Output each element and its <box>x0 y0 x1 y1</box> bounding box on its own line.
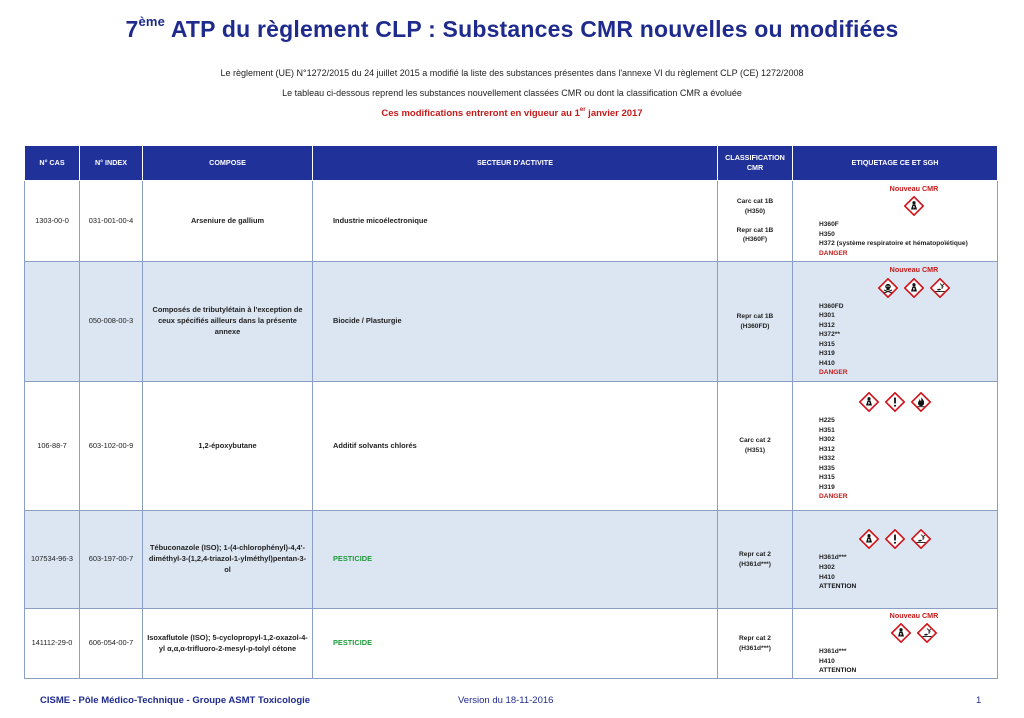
cell-etiquetage <box>793 511 998 609</box>
hazard-statement: H319 <box>819 483 835 491</box>
hazard-statement: H410 <box>819 359 835 367</box>
hazard-statement: H332 <box>819 455 835 463</box>
cell-secteur: Additif solvants chlorés <box>313 382 718 511</box>
health-hazard-icon <box>859 392 879 412</box>
hazard-statement: H350 <box>819 230 835 238</box>
hazard-statement: H372 (système respiratoire et hématopoïétique) <box>819 240 968 248</box>
header-compose: COMPOSE <box>143 146 313 181</box>
classification-line: Repr cat 1B <box>736 226 774 234</box>
footer-organization: CISME - Pôle Médico-Technique - Groupe ASMT Toxicologie <box>40 695 311 706</box>
nouveau-cmr-label: Nouveau CMR <box>889 265 939 275</box>
exclamation-icon <box>885 529 905 549</box>
header-classification: CLASSIFICATION CMR <box>718 146 793 181</box>
health-hazard-icon <box>891 623 911 643</box>
classification-line: Repr cat 1B <box>736 312 774 320</box>
table-header-row <box>25 146 998 181</box>
classification-line: (H360F) <box>742 236 768 244</box>
hazard-statement: H225 <box>819 417 835 425</box>
cell-compose: Tébuconazole (ISO); 1-(4-chlorophényl)-4,4'-diméthyl-3-(1,2,4-triazol-1-ylméthyl)pentan-3-ol <box>143 511 313 609</box>
exclamation-icon <box>885 392 905 412</box>
hazard-statement: H351 <box>819 426 835 434</box>
classification-line: Carc cat 1B <box>736 198 774 206</box>
footer-version: Version du 18-11-2016 <box>458 695 554 706</box>
cell-index-number: 031-001-00-4 <box>80 181 143 262</box>
flame-icon <box>911 392 931 412</box>
header-cas: N° CAS <box>25 146 80 181</box>
cell-etiquetage <box>793 382 998 511</box>
hazard-statement: H302 <box>819 436 835 444</box>
classification-line: Repr cat 2 <box>739 550 771 558</box>
classification-line: (H361d***) <box>739 644 771 652</box>
environment-hazard-icon <box>917 623 937 643</box>
hazard-statement: H315 <box>819 474 835 482</box>
environment-hazard-icon <box>930 278 950 298</box>
cell-cas-number: 107534-96-3 <box>25 511 80 609</box>
cell-index-number: 050-008-00-3 <box>80 262 143 382</box>
classification-line <box>718 216 792 226</box>
table-row <box>25 382 998 511</box>
cell-cas-number: 106-88-7 <box>25 382 80 511</box>
environment-hazard-icon <box>911 529 931 549</box>
hazard-statement: H335 <box>819 464 835 472</box>
toxic-skull-icon <box>878 278 898 298</box>
health-hazard-icon <box>859 529 879 549</box>
classification-line: (H360FD) <box>740 322 770 330</box>
cmr-substances-table <box>24 145 998 679</box>
cell-compose: 1,2-époxybutane <box>143 382 313 511</box>
cell-compose: Composés de tributylétain à l'exception de ceux spécifiés ailleurs dans la présente annexe <box>143 262 313 382</box>
table-row <box>25 181 998 262</box>
ghs-pictograms <box>819 392 997 412</box>
cell-etiquetage <box>793 262 998 382</box>
hazard-statement: H360F <box>819 221 839 229</box>
hazard-statement: H302 <box>819 563 835 571</box>
classification-line: (H351) <box>744 447 766 454</box>
hazard-statement: H360FD <box>819 302 844 310</box>
cell-secteur: PESTICIDE <box>313 609 718 679</box>
cell-etiquetage <box>793 609 998 679</box>
cell-secteur: PESTICIDE <box>313 511 718 609</box>
cell-classification <box>718 262 793 382</box>
ghs-pictograms <box>819 196 997 216</box>
ghs-pictograms <box>819 623 997 643</box>
page-title: 7ème ATP du règlement CLP : Substances CMR nouvelles ou modifiées <box>125 14 899 42</box>
hazard-statement: H372** <box>819 331 840 339</box>
header-index: N° INDEX <box>80 146 143 181</box>
classification-line: Repr cat 2 <box>739 634 771 642</box>
cell-secteur: Biocide / Plasturgie <box>313 262 718 382</box>
signal-word: ATTENTION <box>819 667 857 675</box>
classification-line: (H350) <box>744 207 766 215</box>
cell-classification <box>718 382 793 511</box>
hazard-statement: H361d*** <box>819 648 847 656</box>
nouveau-cmr-label: Nouveau CMR <box>889 610 939 620</box>
cell-secteur: Industrie micoélectronique <box>313 181 718 262</box>
hazard-statement: H315 <box>819 340 835 348</box>
cell-compose: Isoxaflutole (ISO); 5-cyclopropyl-1,2-oxazol-4-yl α,α,α-trifluoro-2-mesyl-p-tolyl cétone <box>143 609 313 679</box>
ghs-pictograms <box>819 529 997 549</box>
header-secteur: SECTEUR D'ACTIVITE <box>313 146 718 181</box>
table-row <box>25 609 998 679</box>
cell-index-number: 603-102-00-9 <box>80 382 143 511</box>
hazard-statement: H361d*** <box>819 554 847 562</box>
cell-cas-number: 141112-29-0 <box>25 609 80 679</box>
health-hazard-icon <box>904 278 924 298</box>
nouveau-cmr-label: Nouveau CMR <box>889 183 939 193</box>
signal-word: DANGER <box>819 493 848 501</box>
intro-line-1: Le règlement (UE) N°1272/2015 du 24 juillet 2015 a modifié la liste des substances présentes dans l'annexe VI du règlement CLP (CE) 1272/2008 <box>220 68 804 78</box>
cell-index-number: 603-197-00-7 <box>80 511 143 609</box>
hazard-statement: H312 <box>819 321 835 329</box>
classification-line: Carc cat 2 <box>739 437 771 445</box>
intro-line-2: Le tableau ci-dessous reprend les substances nouvellement classées CMR ou dont la classification CMR a évoluée <box>282 88 742 98</box>
cell-compose: Arseniure de gallium <box>143 181 313 262</box>
ghs-pictograms <box>819 278 997 298</box>
signal-word: ATTENTION <box>819 583 857 591</box>
hazard-statement: H301 <box>819 312 835 320</box>
cell-classification <box>718 511 793 609</box>
signal-word: DANGER <box>819 249 848 257</box>
classification-line: (H361d***) <box>739 560 771 568</box>
effective-date-notice: Ces modifications entreront en vigueur au 1er janvier 2017 <box>381 107 643 120</box>
cell-index-number: 606-054-00-7 <box>80 609 143 679</box>
hazard-statement: H410 <box>819 573 835 581</box>
table-row <box>25 511 998 609</box>
cell-etiquetage <box>793 181 998 262</box>
cell-cas-number: 1303-00-0 <box>25 181 80 262</box>
footer-page-number: 1 <box>976 695 982 706</box>
cell-classification <box>718 609 793 679</box>
hazard-statement: H312 <box>819 445 835 453</box>
table-row <box>25 262 998 382</box>
cell-cas-number <box>25 262 80 382</box>
hazard-statement: H410 <box>819 657 835 665</box>
health-hazard-icon <box>904 196 924 216</box>
header-etiquetage: ETIQUETAGE CE ET SGH <box>793 146 998 181</box>
signal-word: DANGER <box>819 369 848 377</box>
hazard-statement: H319 <box>819 350 835 358</box>
cell-classification <box>718 181 793 262</box>
